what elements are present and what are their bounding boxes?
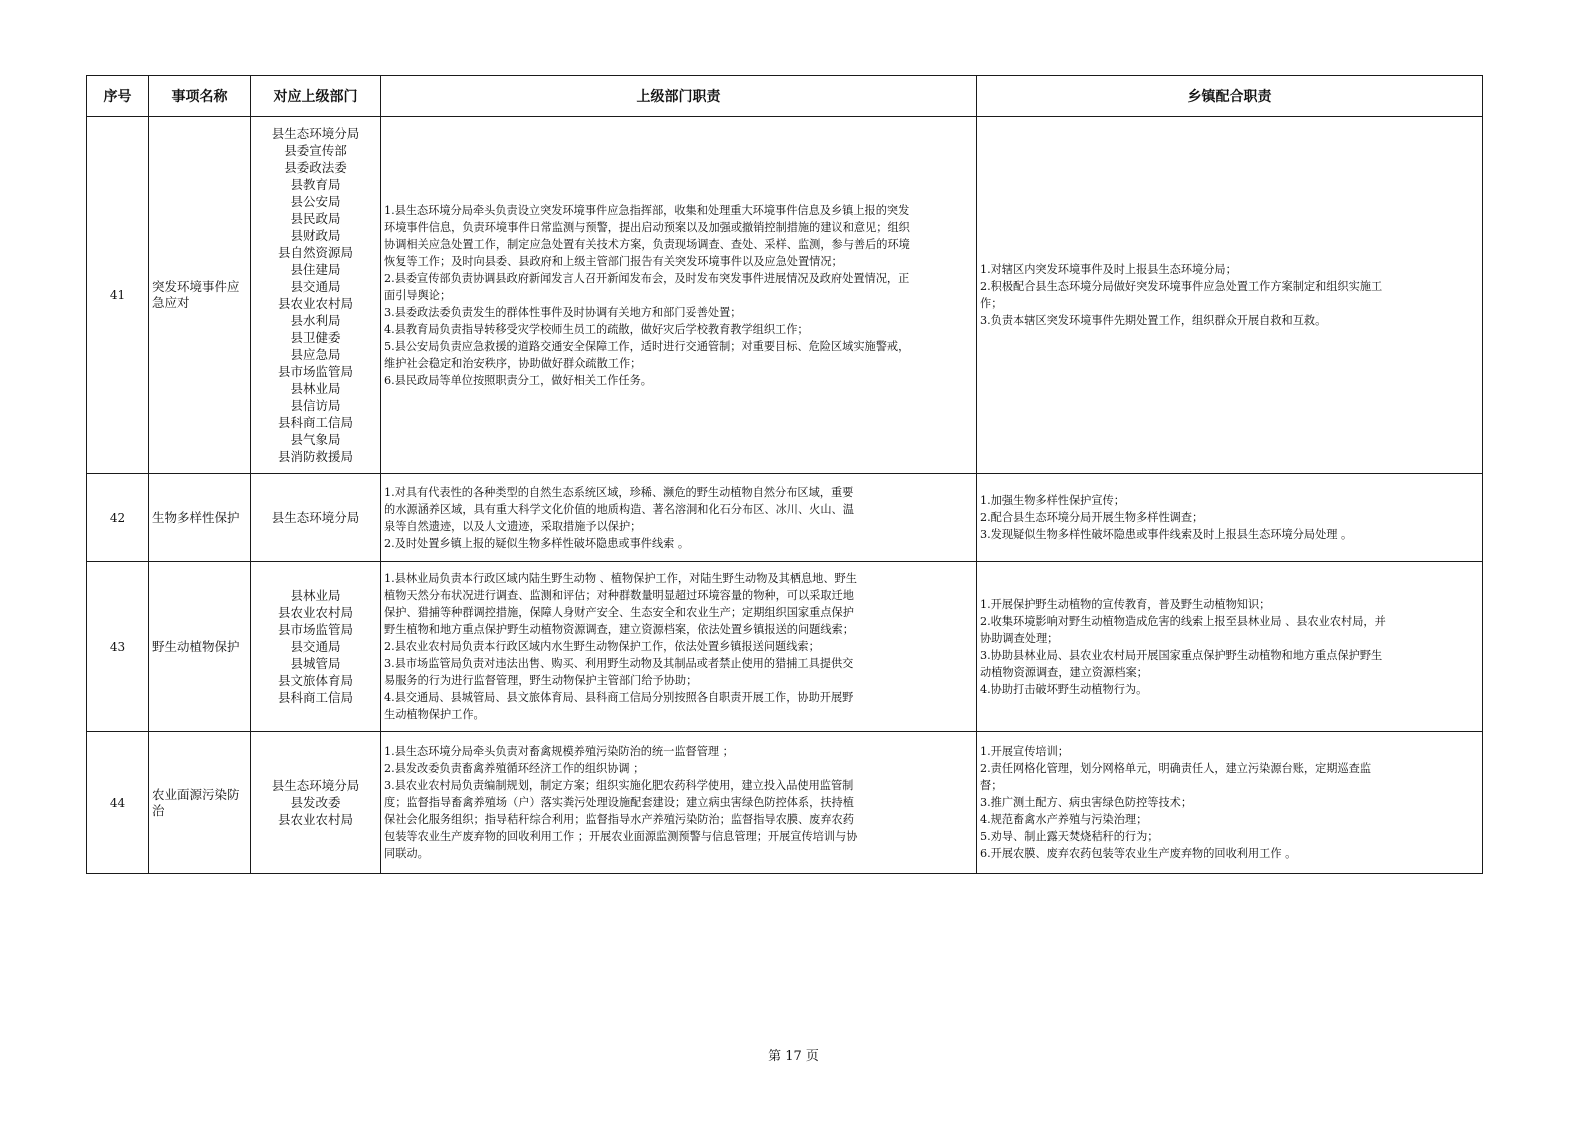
- superior-duties-line: 2.县农业农村局负责本行政区域内水生野生动物保护工作，依法处置乡镇报送问题线索；: [384, 640, 820, 653]
- township-duties: [977, 117, 1483, 474]
- row-number: 44: [87, 732, 149, 874]
- superior-duties-line: 2.县委宣传部负责协调县政府新闻发言人召开新闻发布会，及时发布突发事件进展情况及政府处置情况，正: [384, 271, 910, 285]
- superior-dept: [251, 732, 381, 874]
- township-duties-line: 动植物资源调查，建立资源档案；: [980, 665, 1148, 679]
- superior-dept-line: 县水利局: [290, 313, 341, 328]
- superior-dept-line: 县教育局: [290, 177, 341, 192]
- superior-duties-line: 1.县林业局负责本行政区域内陆生野生动物 、植物保护工作，对陆生野生动物及其栖息地、野生: [384, 572, 857, 585]
- table-row: [87, 117, 1483, 474]
- township-duties: [977, 474, 1483, 562]
- superior-duties-line: 易服务的行为进行监督管理，野生动物保护主管部门给予协助；: [384, 674, 698, 687]
- township-duties-line: 2.责任网格化管理，划分网格单元，明确责任人，建立污染源台账，定期巡查监: [980, 762, 1372, 775]
- superior-dept-line: 县发改委: [290, 795, 341, 810]
- superior-dept-line: 县交通局: [290, 639, 341, 654]
- superior-duties: [381, 732, 977, 874]
- superior-dept-line: 县卫健委: [290, 330, 341, 345]
- township-duties-line: 1.开展保护野生动植物的宣传教育，普及野生动植物知识；: [980, 597, 1271, 611]
- header-item-name: 事项名称: [149, 76, 251, 117]
- superior-duties-line: 植物天然分布状况进行调查、监测和评估；对种群数量明显超过环境容量的物种，可以采取迁地: [384, 589, 854, 602]
- header-township-duties: 乡镇配合职责: [977, 76, 1483, 117]
- superior-duties: [381, 474, 977, 562]
- item-name: [149, 117, 251, 474]
- item-name-line: 治: [152, 802, 165, 818]
- township-duties-line: 5.劝导、制止露天焚烧秸秆的行为；: [980, 830, 1159, 843]
- superior-dept-line: 县文旅体育局: [277, 673, 353, 688]
- township-duties-line: 4.协助打击破坏野生动植物行为。: [980, 682, 1148, 696]
- item-name: [149, 732, 251, 874]
- superior-duties-line: 面引导舆论；: [384, 288, 452, 302]
- superior-dept-line: 县生态环境分局: [271, 510, 360, 525]
- row-number: 42: [87, 474, 149, 562]
- township-duties-line: 1.对辖区内突发环境事件及时上报县生态环境分局；: [980, 263, 1237, 276]
- superior-dept-line: 县生态环境分局: [271, 126, 360, 141]
- township-duties: [977, 732, 1483, 874]
- superior-dept-line: 县生态环境分局: [271, 778, 360, 793]
- superior-duties-line: 2.及时处置乡镇上报的疑似生物多样性破坏隐患或事件线索 。: [384, 536, 690, 550]
- item-name: [149, 474, 251, 562]
- township-duties-line: 2.收集环境影响对野生动植物造成危害的线索上报至县林业局 、县农业农村局，并: [980, 614, 1386, 628]
- superior-dept-line: 县消防救援局: [277, 449, 353, 464]
- table-header-row: [87, 76, 1483, 117]
- item-name-line: 急应对: [152, 295, 190, 310]
- superior-dept: [251, 474, 381, 562]
- township-duties-line: 1.开展宣传培训；: [980, 745, 1069, 758]
- superior-duties-line: 1.县生态环境分局牵头负责对畜禽规模养殖污染防治的统一监督管理 ；: [384, 745, 734, 758]
- superior-duties-line: 恢复等工作；及时向县委、县政府和上级主管部门报告有关突发环境事件以及应急处置情况；: [384, 254, 843, 268]
- township-duties-line: 协助调查处理；: [980, 631, 1059, 645]
- township-duties-line: 作；: [980, 297, 1003, 310]
- item-name-line: 生物多样性保护: [152, 509, 240, 525]
- township-duties-line: 3.协助县林业局、县农业农村局开展国家重点保护野生动植物和地方重点保护野生: [980, 648, 1383, 662]
- township-duties-line: 2.配合县生态环境分局开展生物多样性调查；: [980, 511, 1204, 524]
- table-row: [87, 562, 1483, 732]
- superior-duties-line: 度；监督指导畜禽养殖场（户）落实粪污处理设施配套建设；建立病虫害绿色防控体系，扶持植: [384, 796, 854, 809]
- superior-duties-line: 1.县生态环境分局牵头负责设立突发环境事件应急指挥部，收集和处理重大环境事件信息及乡镇上报的突发: [384, 203, 910, 217]
- superior-dept: [251, 117, 381, 474]
- superior-duties-line: 同联动。: [384, 847, 429, 860]
- township-duties: [977, 562, 1483, 732]
- superior-duties-line: 1.对具有代表性的各种类型的自然生态系统区域，珍稀、濒危的野生动植物自然分布区域，重要: [384, 485, 854, 499]
- superior-dept-line: 县气象局: [290, 432, 341, 447]
- superior-duties-line: 维护社会稳定和治安秩序，协助做好群众疏散工作；: [384, 356, 642, 370]
- superior-dept-line: 县交通局: [290, 279, 341, 294]
- item-name-line: 野生动植物保护: [152, 638, 240, 654]
- superior-duties: [381, 562, 977, 732]
- superior-dept-line: 县农业农村局: [277, 605, 353, 620]
- superior-duties-line: 保护、猎捕等种群调控措施，保障人身财产安全、生态安全和农业生产；定期组织国家重点保护: [384, 606, 854, 619]
- superior-dept-line: 县民政局: [290, 211, 341, 226]
- item-name: [149, 562, 251, 732]
- item-name-line: 农业面源污染防: [152, 786, 240, 802]
- superior-duties-line: 保社会化服务组织；指导秸秆综合利用；监督指导水产养殖污染防治；监督指导农膜、废弃农药: [384, 813, 854, 826]
- township-duties-line: 1.加强生物多样性保护宣传；: [980, 494, 1125, 507]
- superior-duties-line: 6.县民政局等单位按照职责分工，做好相关工作任务。: [384, 373, 652, 387]
- header-superior-duties: 上级部门职责: [381, 76, 977, 117]
- superior-dept-line: 县信访局: [290, 398, 341, 413]
- superior-duties-line: 3.县委政法委负责发生的群体性事件及时协调有关地方和部门妥善处置；: [384, 305, 742, 319]
- superior-duties-line: 5.县公安局负责应急救援的道路交通安全保障工作，适时进行交通管制；对重要目标、危险区域实施警戒，: [384, 339, 910, 353]
- superior-dept-line: 县应急局: [290, 347, 341, 362]
- superior-dept: [251, 562, 381, 732]
- superior-dept-line: 县自然资源局: [277, 245, 353, 260]
- superior-dept-line: 县市场监管局: [277, 622, 353, 637]
- superior-duties-line: 4.县教育局负责指导转移受灾学校师生员工的疏散，做好灾后学校教育教学组织工作；: [384, 322, 809, 336]
- superior-dept-line: 县林业局: [290, 381, 341, 396]
- superior-dept-line: 县财政局: [290, 228, 341, 243]
- superior-duties-line: 包装等农业生产废弃物的回收利用工作 ；开展农业面源监测预警与信息管理；开展宣传培训与协: [384, 830, 858, 843]
- superior-duties-line: 3.县农业农村局负责编制规划，制定方案；组织实施化肥农药科学使用，建立投入品使用监管制: [384, 779, 854, 792]
- header-no: 序号: [87, 76, 149, 117]
- superior-dept-line: 县农业农村局: [277, 812, 353, 827]
- responsibility-table: [86, 75, 1483, 874]
- superior-duties-line: 协调相关应急处置工作，制定应急处置有关技术方案，负责现场调查、查处、采样、监测，参与善后的环境: [384, 237, 910, 251]
- table-row: [87, 732, 1483, 874]
- township-duties-line: 6.开展农膜、废弃农药包装等农业生产废弃物的回收利用工作 。: [980, 847, 1297, 860]
- superior-duties-line: 生动植物保护工作。: [384, 708, 485, 721]
- superior-dept-line: 县住建局: [290, 262, 341, 277]
- township-duties-line: 督；: [980, 779, 1003, 792]
- superior-duties-line: 环境事件信息，负责环境事件日常监测与预警，提出启动预案以及加强或撤销控制措施的建议和意见；组织: [384, 220, 910, 234]
- township-duties-line: 2.积极配合县生态环境分局做好突发环境事件应急处置工作方案制定和组织实施工: [980, 280, 1383, 293]
- superior-dept-line: 县城管局: [290, 656, 341, 671]
- township-duties-line: 3.负责本辖区突发环境事件先期处置工作，组织群众开展自救和互救。: [980, 314, 1327, 327]
- superior-dept-line: 县科商工信局: [277, 415, 353, 430]
- table-row: [87, 474, 1483, 562]
- superior-dept-line: 县委宣传部: [284, 143, 347, 158]
- superior-duties-line: 泉等自然遗迹，以及人文遗迹，采取措施予以保护；: [384, 519, 642, 533]
- superior-dept-line: 县林业局: [290, 588, 341, 603]
- superior-duties-line: 野生植物和地方重点保护野生动植物资源调查，建立资源档案，依法处置乡镇报送的问题线索；: [384, 623, 854, 636]
- header-superior-dept: 对应上级部门: [251, 76, 381, 117]
- superior-dept-line: 县委政法委: [284, 160, 347, 175]
- superior-dept-line: 县公安局: [290, 194, 341, 209]
- page-number: 第 17 页: [768, 1049, 819, 1064]
- item-name-line: 突发环境事件应: [152, 279, 240, 294]
- superior-dept-line: 县科商工信局: [277, 690, 353, 705]
- superior-dept-line: 县农业农村局: [277, 296, 353, 311]
- superior-duties-line: 4.县交通局、县城管局、县文旅体育局、县科商工信局分别按照各自职责开展工作，协助开展野: [384, 691, 854, 704]
- superior-duties-line: 2.县发改委负责畜禽养殖循环经济工作的组织协调 ；: [384, 762, 645, 775]
- township-duties-line: 3.推广测土配方、病虫害绿色防控等技术；: [980, 796, 1193, 809]
- row-number: 43: [87, 562, 149, 732]
- superior-dept-line: 县市场监管局: [277, 364, 353, 379]
- superior-duties: [381, 117, 977, 474]
- township-duties-line: 3.发现疑似生物多样性破坏隐患或事件线索及时上报县生态环境分局处理 。: [980, 528, 1353, 541]
- row-number: 41: [87, 117, 149, 474]
- superior-duties-line: 的水源涵养区域，具有重大科学文化价值的地质构造、著名溶洞和化石分布区、冰川、火山、温: [384, 502, 854, 516]
- township-duties-line: 4.规范畜禽水产养殖与污染治理；: [980, 813, 1148, 826]
- superior-duties-line: 3.县市场监管局负责对违法出售、购买、利用野生动物及其制品或者禁止使用的猎捕工具提供交: [384, 657, 854, 670]
